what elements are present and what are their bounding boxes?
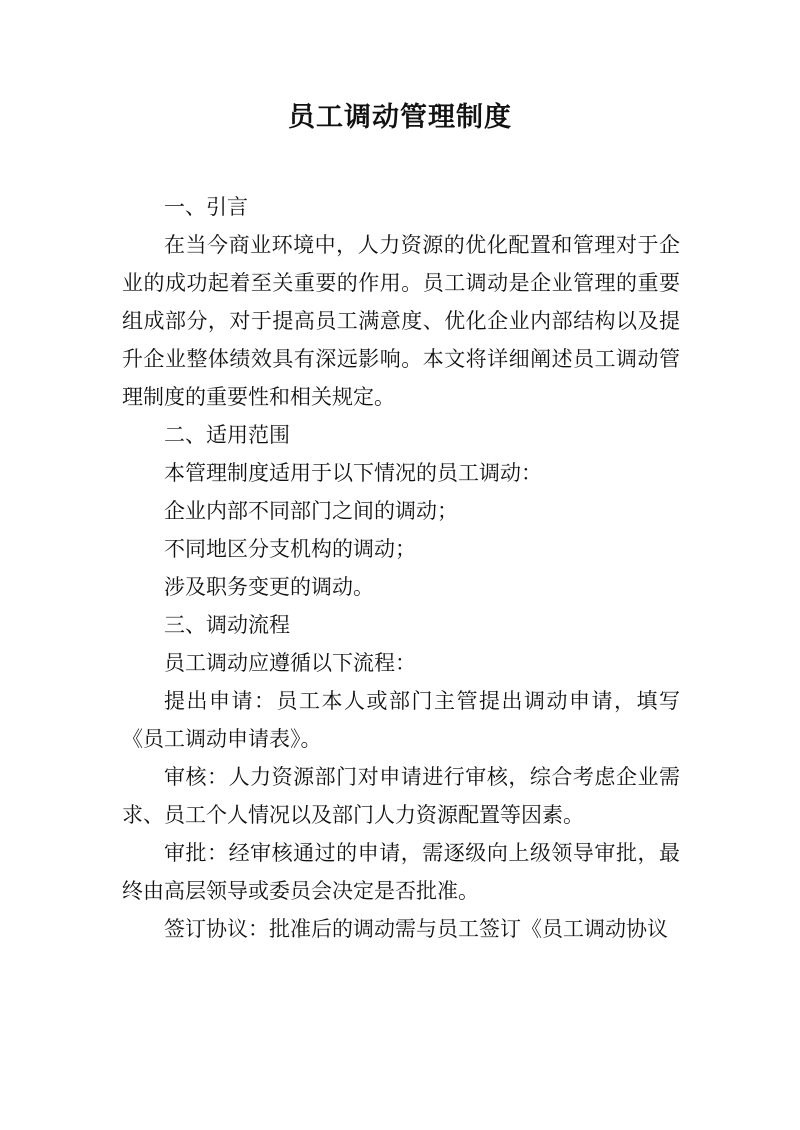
section-heading-process: 三、调动流程	[164, 613, 290, 637]
paragraph-scope-item-3: 涉及职务变更的调动。	[164, 575, 374, 599]
paragraph-scope-intro: 本管理制度适用于以下情况的员工调动：	[164, 461, 542, 485]
paragraph-process-approval: 审批：经审核通过的申请，需逐级向上级领导审批，最终由高层领导或委员会决定是否批准。	[122, 841, 680, 903]
paragraph-process-intro: 员工调动应遵循以下流程：	[164, 651, 416, 675]
paragraph-process-agreement: 签订协议：批准后的调动需与员工签订《员工调动协议	[164, 917, 668, 941]
paragraph-introduction: 在当今商业环境中，人力资源的优化配置和管理对于企业的成功起着至关重要的作用。员工调动是企业管理的重要组成部分，对于提高员工满意度、优化企业内部结构以及提升企业整体绩效具有深远影响。本文将详细阐述员工调动管理制度的重要性和相关规定。	[122, 233, 680, 409]
paragraph-scope-item-2: 不同地区分支机构的调动；	[164, 537, 416, 561]
paragraph-process-apply: 提出申请：员工本人或部门主管提出调动申请，填写《员工调动申请表》。	[122, 689, 680, 751]
paragraph-process-review: 审核：人力资源部门对申请进行审核，综合考虑企业需求、员工个人情况以及部门人力资源配置等因素。	[122, 765, 680, 827]
section-heading-scope: 二、适用范围	[164, 423, 290, 447]
paragraph-scope-item-1: 企业内部不同部门之间的调动；	[164, 499, 458, 523]
section-heading-introduction: 一、引言	[164, 195, 248, 219]
document-body	[122, 188, 680, 948]
document-title: 员工调动管理制度	[288, 102, 512, 133]
